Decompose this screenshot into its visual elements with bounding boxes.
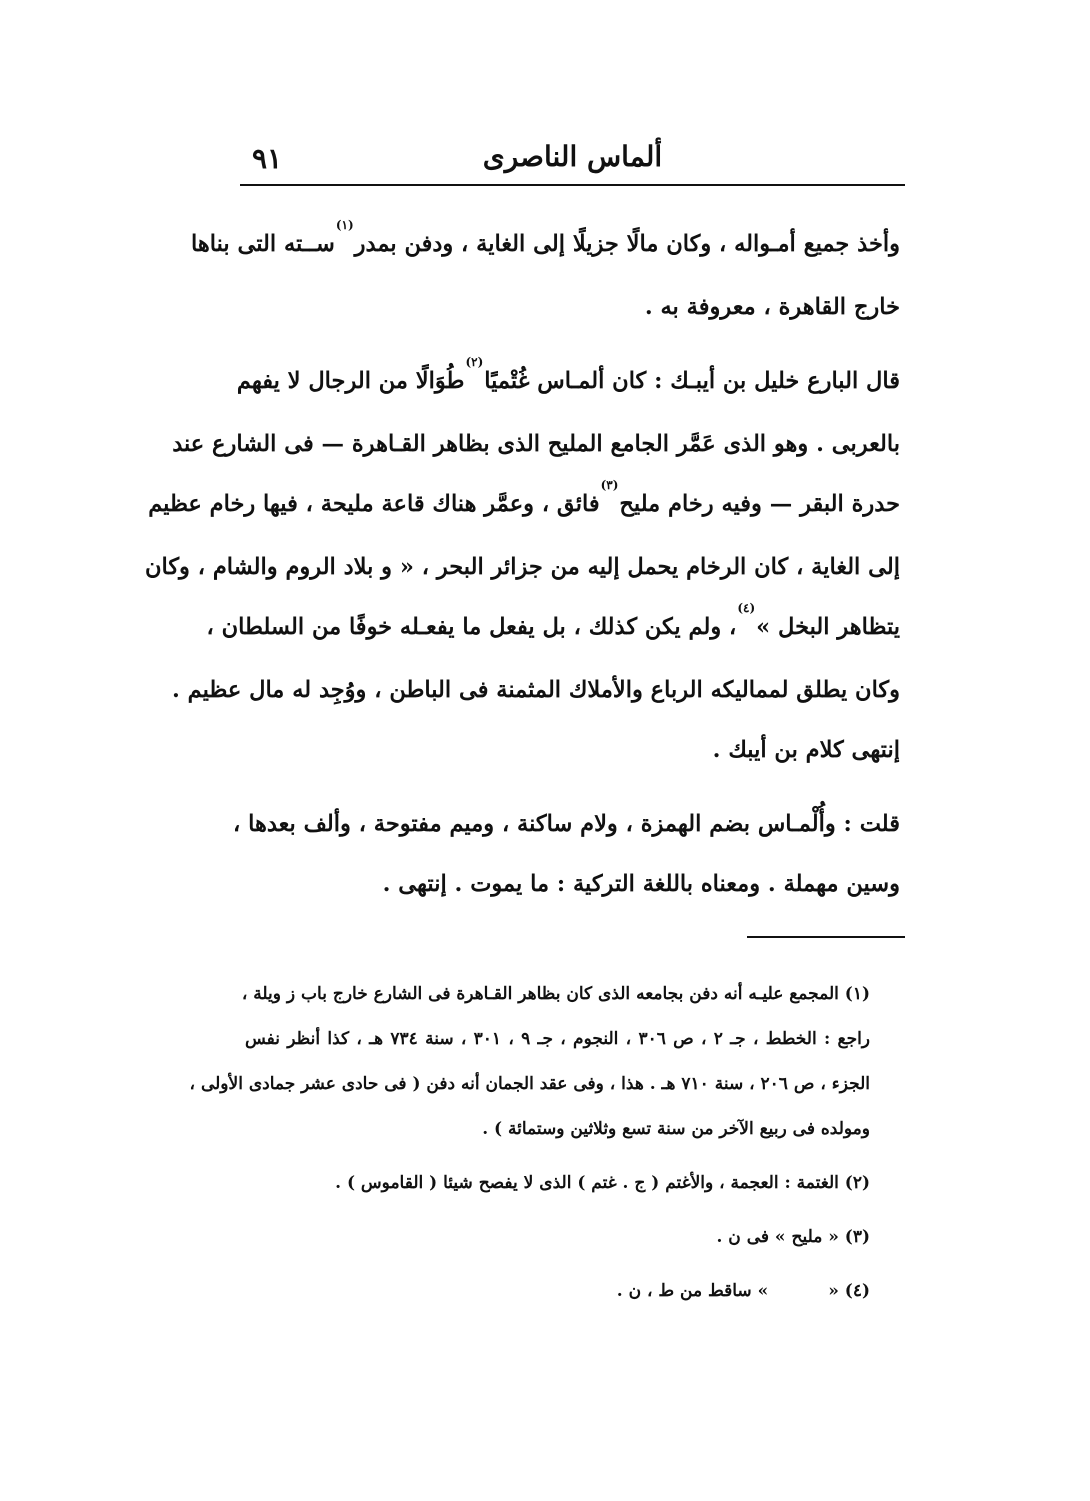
header-rule — [240, 184, 905, 186]
text-line — [206, 597, 900, 660]
text-line: وكان يطلق لمماليكه الرباع والأملاك المثمنة فى الباطن ، ووُجِد له مال عظيم . — [171, 677, 900, 703]
footnotes — [189, 972, 900, 1314]
text-segment: يتظاهر البخل » — [756, 614, 900, 640]
footnote-1 — [189, 972, 900, 1152]
footnote-marker: (٤) — [737, 601, 756, 615]
footnote-separator — [747, 936, 905, 938]
footnote-line: راجع : الخطط ، جـ ٢ ، ص ٣٠٦ ، النجوم ، جـ ٩ ، ٣٠١ ، سنة ٧٣٤ هـ ، كذا أنظر نفس — [245, 1029, 871, 1049]
text-line — [191, 214, 900, 277]
text-segment: طُوَالًا من الرجال لا يفهم — [236, 368, 465, 394]
footnote-marker: (٣) — [600, 478, 619, 492]
footnote-2 — [245, 1161, 900, 1206]
footnote-segment: (٤) « — [828, 1281, 870, 1301]
text-segment: قال البارع خليل بن أيبـك : كان ألمـاس غُتْميًا — [484, 368, 900, 394]
page-header — [240, 138, 905, 180]
footnote-line: (١) المجمع عليـه أنه دفن بجامعه الذى كان بظاهر القـاهرة فى الشارع خارج باب ز ويلة ، — [241, 984, 870, 1004]
text-line — [148, 474, 900, 537]
paragraph-1 — [191, 214, 900, 337]
text-line: إلى الغاية ، كان الرخام يحمل إليه من جزائر البحر ، « و بلاد الروم والشام ، وكان — [144, 554, 900, 580]
text-line: قلت : وأُلْمـاس بضم الهمزة ، ولام ساكنة ، وميم مفتوحة ، وألف بعدها ، — [233, 811, 900, 837]
running-title: ألماس الناصرى — [482, 140, 663, 173]
footnote-line: (٣) « مليح » فى ن . — [716, 1227, 870, 1247]
text-segment: حدرة البقر — وفيه رخام مليح — [619, 491, 900, 517]
footnote-marker: (٢) — [465, 355, 484, 369]
text-line: وسين مهملة . ومعناه باللغة التركية : ما يموت . إنتهى . — [382, 871, 900, 897]
text-line — [236, 351, 900, 414]
text-segment: فائق ، وعمَّر هناك قاعة مليحة ، فيها رخام عظيم — [148, 491, 600, 517]
paragraph-3 — [233, 794, 900, 914]
text-segment: وأخذ جميع أمـواله ، وكان مالًا جزيلًا إلى الغاية ، ودفن بمدر — [354, 231, 900, 257]
footnote-line: الجزء ، ص ٢٠٦ ، سنة ٧١٠ هـ . هذا ، وفى عقد الجمان أنه دفن ( فى حادى عشر جمادى الأولى ، — [189, 1074, 870, 1094]
main-text — [144, 214, 900, 914]
footnote-4 — [245, 1269, 900, 1314]
footnote-line: (٢) الغتمة : العجمة ، والأغتم ( ج . غتم ) الذى لا يفصح شيئا ( القاموس ) . — [335, 1173, 870, 1193]
footnote-3 — [245, 1215, 900, 1260]
page-number: ٩١ — [252, 142, 283, 175]
text-segment: ، ولم يكن كذلك ، بل يفعل ما يفعـله خوفًا من السلطان ، — [206, 614, 737, 640]
footnote-line: ومولده فى ربيع الآخر من سنة تسع وثلاثين وستمائة ) . — [482, 1119, 870, 1139]
paragraph-2 — [144, 351, 900, 780]
text-segment: ســته التى بناها — [191, 231, 335, 257]
footnote-line — [245, 1269, 870, 1314]
footnote-segment: » ساقط من ط ، ن . — [616, 1281, 769, 1301]
text-line: خارج القاهرة ، معروفة به . — [644, 294, 900, 320]
footnote-marker: (١) — [335, 218, 354, 232]
text-line: إنتهى كلام بن أيبك . — [712, 737, 900, 763]
text-line: بالعربى . وهو الذى عَمَّر الجامع المليح الذى بظاهر القـاهرة — فى الشارع عند — [172, 431, 900, 457]
